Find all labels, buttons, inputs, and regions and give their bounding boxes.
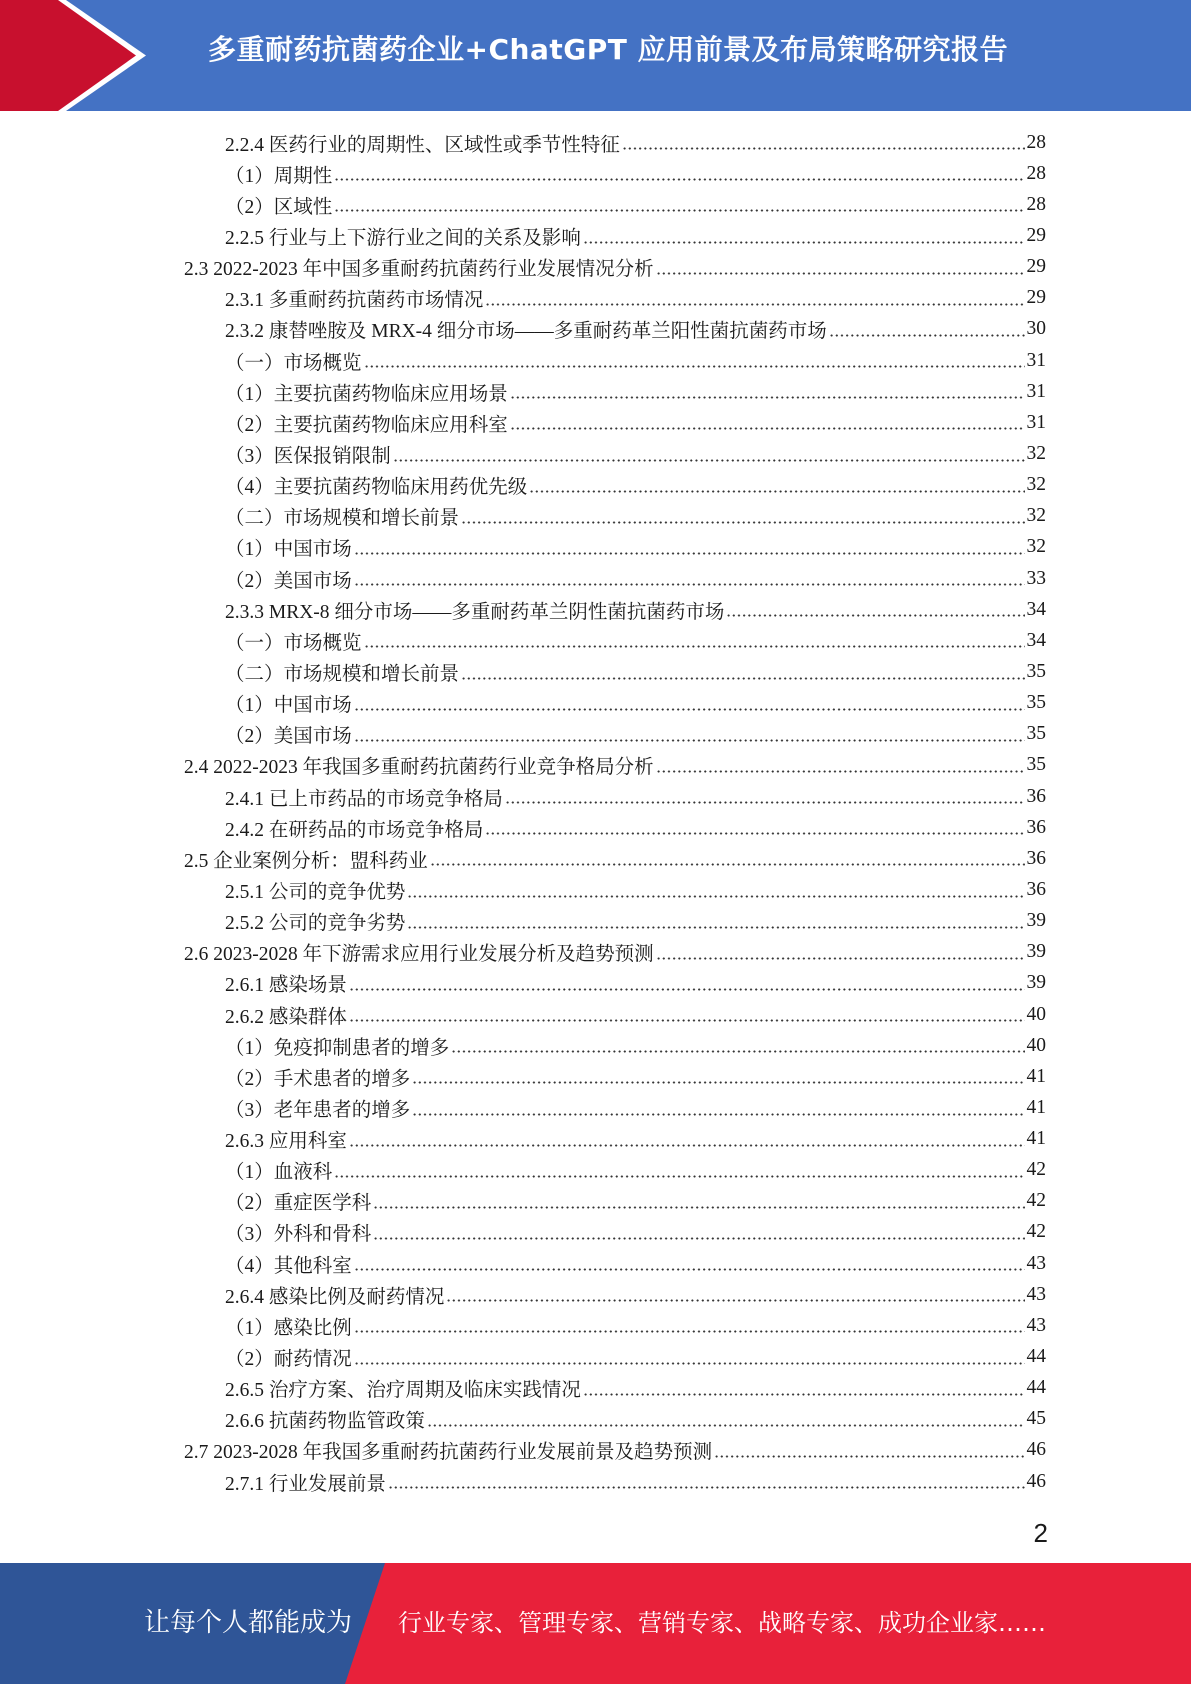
- toc-dot-leader: [510, 427, 1025, 430]
- toc-entry-label: （3）医保报销限制: [225, 445, 391, 467]
- toc-entry-label: （3）老年患者的增多: [225, 1099, 411, 1121]
- toc-dot-leader: [373, 1237, 1024, 1240]
- toc-entry[interactable]: [0, 1248, 1191, 1279]
- toc-entry-page-number: 40: [1026, 1034, 1046, 1056]
- toc-entry-label: （4）其他科室: [225, 1255, 352, 1277]
- toc-entry-label: 2.3.3 MRX-8 细分市场——多重耐药革兰阴性菌抗菌药市场: [225, 601, 725, 623]
- toc-entry[interactable]: [0, 1092, 1191, 1123]
- header-arrow-decoration: [0, 0, 160, 111]
- toc-entry-page-number: 46: [1026, 1439, 1046, 1461]
- toc-entry-label: 2.5 企业案例分析：盟科药业: [184, 850, 428, 872]
- toc-dot-leader: [714, 1455, 1024, 1458]
- toc-dot-leader: [446, 1299, 1024, 1302]
- toc-entry-label: （2）美国市场: [225, 726, 352, 748]
- toc-dot-leader: [451, 1050, 1024, 1053]
- toc-entry[interactable]: [0, 688, 1191, 719]
- toc-dot-leader: [354, 1330, 1025, 1333]
- toc-entry[interactable]: [0, 345, 1191, 376]
- toc-entry[interactable]: [0, 1030, 1191, 1061]
- toc-dot-leader: [334, 178, 1024, 181]
- toc-entry-label: （一）市场概览: [225, 352, 362, 374]
- toc-entry[interactable]: [0, 1155, 1191, 1186]
- toc-entry-page-number: 40: [1026, 1003, 1046, 1025]
- footer-slogan-right: 行业专家、管理专家、营销专家、战略专家、成功企业家……: [398, 1609, 1046, 1637]
- toc-dot-leader: [388, 1486, 1025, 1489]
- toc-entry-page-number: 44: [1026, 1377, 1046, 1399]
- toc-entry-label: 2.6.3 应用科室: [225, 1131, 347, 1153]
- toc-dot-leader: [349, 988, 1025, 991]
- toc-entry-label: （1）主要抗菌药物临床应用场景: [225, 383, 508, 405]
- toc-entry[interactable]: [0, 812, 1191, 843]
- toc-entry-page-number: 31: [1026, 380, 1046, 402]
- toc-dot-leader: [354, 739, 1025, 742]
- toc-dot-leader: [427, 1424, 1025, 1427]
- toc-entry-label: （1）免疫抑制患者的增多: [225, 1037, 450, 1059]
- toc-entry-label: （2）区域性: [225, 196, 333, 218]
- toc-entry-label: 2.6.4 感染比例及耐药情况: [225, 1286, 445, 1308]
- toc-entry-label: 2.5.2 公司的竞争劣势: [225, 913, 406, 935]
- toc-entry-label: （2）手术患者的增多: [225, 1068, 411, 1090]
- toc-entry-page-number: 42: [1026, 1221, 1046, 1243]
- toc-entry-page-number: 33: [1026, 567, 1046, 589]
- toc-entry-label: 2.6.6 抗菌药物监管政策: [225, 1411, 425, 1433]
- toc-entry-label: 2.7 2023-2028 年我国多重耐药抗菌药行业发展前景及趋势预测: [184, 1442, 713, 1464]
- toc-entry[interactable]: [0, 750, 1191, 781]
- toc-entry[interactable]: [0, 1373, 1191, 1404]
- toc-entry-page-number: 32: [1026, 505, 1046, 527]
- toc-entry-label: 2.5.1 公司的竞争优势: [225, 881, 406, 903]
- toc-entry-label: 2.4 2022-2023 年我国多重耐药抗菌药行业竞争格局分析: [184, 757, 654, 779]
- toc-entry-page-number: 31: [1026, 411, 1046, 433]
- toc-dot-leader: [393, 459, 1025, 462]
- toc-entry-page-number: 44: [1026, 1346, 1046, 1368]
- toc-entry[interactable]: [0, 906, 1191, 937]
- page-number: 2: [1033, 1518, 1048, 1548]
- toc-dot-leader: [412, 1081, 1024, 1084]
- table-of-contents: [0, 127, 1191, 1497]
- toc-dot-leader: [354, 1362, 1025, 1365]
- toc-entry[interactable]: [0, 937, 1191, 968]
- toc-entry[interactable]: [0, 656, 1191, 687]
- toc-entry[interactable]: [0, 781, 1191, 812]
- report-title: 多重耐药抗菌药企业+ChatGPT 应用前景及布局策略研究报告: [208, 33, 1009, 66]
- toc-dot-leader: [461, 521, 1024, 524]
- toc-entry-label: （3）外科和骨科: [225, 1224, 372, 1246]
- toc-entry-page-number: 30: [1026, 318, 1046, 340]
- toc-entry-label: 2.6.5 治疗方案、治疗周期及临床实践情况: [225, 1380, 581, 1402]
- toc-entry-page-number: 46: [1026, 1470, 1046, 1492]
- toc-entry-page-number: 29: [1026, 256, 1046, 278]
- toc-dot-leader: [622, 147, 1025, 150]
- toc-entry[interactable]: [0, 1279, 1191, 1310]
- toc-entry-label: 2.6 2023-2028 年下游需求应用行业发展分析及趋势预测: [184, 944, 654, 966]
- toc-entry[interactable]: [0, 1404, 1191, 1435]
- report-footer: [0, 1563, 1191, 1684]
- toc-entry-page-number: 36: [1026, 785, 1046, 807]
- toc-dot-leader: [364, 645, 1025, 648]
- toc-entry[interactable]: [0, 1466, 1191, 1497]
- toc-dot-leader: [529, 490, 1024, 493]
- toc-entry-page-number: 35: [1026, 692, 1046, 714]
- toc-entry-page-number: 41: [1026, 1065, 1046, 1087]
- toc-entry[interactable]: [0, 1061, 1191, 1092]
- toc-entry-label: 2.7.1 行业发展前景: [225, 1473, 386, 1495]
- toc-entry-page-number: 41: [1026, 1128, 1046, 1150]
- toc-entry[interactable]: [0, 220, 1191, 251]
- toc-entry[interactable]: [0, 532, 1191, 563]
- toc-entry-page-number: 29: [1026, 224, 1046, 246]
- toc-entry[interactable]: [0, 719, 1191, 750]
- toc-entry[interactable]: [0, 625, 1191, 656]
- toc-entry-label: （2）耐药情况: [225, 1349, 352, 1371]
- toc-entry-page-number: 28: [1026, 193, 1046, 215]
- toc-entry-page-number: 39: [1026, 972, 1046, 994]
- toc-dot-leader: [364, 365, 1025, 368]
- toc-entry-label: （1）周期性: [225, 165, 333, 187]
- toc-dot-leader: [829, 334, 1025, 337]
- toc-entry[interactable]: [0, 999, 1191, 1030]
- toc-entry-page-number: 34: [1026, 629, 1046, 651]
- toc-dot-leader: [461, 677, 1024, 680]
- toc-entry-label: 2.3.2 康替唑胺及 MRX-4 细分市场——多重耐药革兰阳性菌抗菌药市场: [225, 321, 827, 343]
- toc-dot-leader: [349, 1019, 1025, 1022]
- toc-entry-label: （1）感染比例: [225, 1317, 352, 1339]
- toc-entry-label: （4）主要抗菌药物临床用药优先级: [225, 477, 528, 499]
- toc-entry[interactable]: [0, 1435, 1191, 1466]
- toc-dot-leader: [349, 1144, 1025, 1147]
- toc-entry-page-number: 28: [1026, 162, 1046, 184]
- toc-entry[interactable]: [0, 189, 1191, 220]
- toc-entry-page-number: 43: [1026, 1314, 1046, 1336]
- toc-entry-page-number: 35: [1026, 660, 1046, 682]
- toc-dot-leader: [354, 708, 1025, 711]
- toc-entry-page-number: 39: [1026, 941, 1046, 963]
- toc-entry-page-number: 45: [1026, 1408, 1046, 1430]
- toc-entry-label: （2）重症医学科: [225, 1193, 372, 1215]
- toc-entry-page-number: 43: [1026, 1252, 1046, 1274]
- toc-entry-page-number: 28: [1026, 131, 1046, 153]
- toc-entry-label: 2.2.5 行业与上下游行业之间的关系及影响: [225, 227, 581, 249]
- toc-entry-label: 2.3.1 多重耐药抗菌药市场情况: [225, 290, 484, 312]
- toc-entry[interactable]: [0, 376, 1191, 407]
- report-header: [0, 0, 1191, 111]
- toc-entry-label: （一）市场概览: [225, 632, 362, 654]
- toc-entry-label: （1）中国市场: [225, 539, 352, 561]
- toc-entry[interactable]: [0, 1341, 1191, 1372]
- toc-entry[interactable]: [0, 407, 1191, 438]
- toc-dot-leader: [373, 1206, 1024, 1209]
- toc-entry-page-number: 36: [1026, 878, 1046, 900]
- toc-entry-page-number: 36: [1026, 816, 1046, 838]
- toc-entry-page-number: 32: [1026, 442, 1046, 464]
- toc-entry-label: 2.3 2022-2023 年中国多重耐药抗菌药行业发展情况分析: [184, 259, 654, 281]
- toc-entry-label: 2.6.1 感染场景: [225, 975, 347, 997]
- toc-dot-leader: [334, 209, 1024, 212]
- toc-entry-page-number: 42: [1026, 1190, 1046, 1212]
- toc-entry[interactable]: [0, 283, 1191, 314]
- toc-entry[interactable]: [0, 1124, 1191, 1155]
- toc-dot-leader: [412, 1113, 1024, 1116]
- toc-dot-leader: [354, 552, 1025, 555]
- toc-entry-page-number: 42: [1026, 1159, 1046, 1181]
- toc-dot-leader: [354, 583, 1025, 586]
- toc-dot-leader: [430, 863, 1025, 866]
- toc-entry-page-number: 41: [1026, 1096, 1046, 1118]
- toc-entry-page-number: 32: [1026, 474, 1046, 496]
- toc-entry[interactable]: [0, 1186, 1191, 1217]
- toc-entry[interactable]: [0, 501, 1191, 532]
- toc-dot-leader: [485, 832, 1024, 835]
- toc-entry-label: （2）主要抗菌药物临床应用科室: [225, 414, 508, 436]
- toc-entry[interactable]: [0, 314, 1191, 345]
- toc-entry-page-number: 31: [1026, 349, 1046, 371]
- toc-dot-leader: [354, 1268, 1025, 1271]
- toc-entry-label: 2.4.2 在研药品的市场竞争格局: [225, 819, 484, 841]
- toc-entry-label: （二）市场规模和增长前景: [225, 508, 460, 530]
- toc-entry[interactable]: [0, 127, 1191, 158]
- toc-entry-page-number: 39: [1026, 910, 1046, 932]
- toc-entry[interactable]: [0, 843, 1191, 874]
- toc-entry[interactable]: [0, 158, 1191, 189]
- toc-dot-leader: [334, 1175, 1024, 1178]
- toc-entry-label: （2）美国市场: [225, 570, 352, 592]
- toc-dot-leader: [485, 303, 1024, 306]
- toc-dot-leader: [656, 770, 1025, 773]
- toc-entry[interactable]: [0, 968, 1191, 999]
- toc-entry[interactable]: [0, 1310, 1191, 1341]
- toc-dot-leader: [407, 895, 1024, 898]
- toc-entry-label: （1）血液科: [225, 1162, 333, 1184]
- toc-entry-page-number: 35: [1026, 723, 1046, 745]
- footer-slogan-left: 让每个人都能成为: [144, 1608, 353, 1638]
- toc-entry[interactable]: [0, 252, 1191, 283]
- toc-dot-leader: [505, 801, 1025, 804]
- toc-entry-page-number: 32: [1026, 536, 1046, 558]
- toc-entry-label: 2.2.4 医药行业的周期性、区域性或季节性特征: [225, 134, 620, 156]
- toc-entry-label: 2.4.1 已上市药品的市场竞争格局: [225, 788, 503, 810]
- toc-entry-page-number: 43: [1026, 1283, 1046, 1305]
- toc-dot-leader: [583, 241, 1025, 244]
- toc-dot-leader: [656, 957, 1025, 960]
- toc-entry-page-number: 36: [1026, 847, 1046, 869]
- toc-entry[interactable]: [0, 594, 1191, 625]
- toc-entry[interactable]: [0, 470, 1191, 501]
- toc-entry[interactable]: [0, 563, 1191, 594]
- toc-dot-leader: [583, 1393, 1025, 1396]
- toc-entry[interactable]: [0, 438, 1191, 469]
- toc-entry-page-number: 34: [1026, 598, 1046, 620]
- toc-entry-page-number: 29: [1026, 287, 1046, 309]
- toc-entry-page-number: 35: [1026, 754, 1046, 776]
- toc-dot-leader: [726, 614, 1024, 617]
- toc-entry[interactable]: [0, 1217, 1191, 1248]
- toc-entry-label: 2.6.2 感染群体: [225, 1006, 347, 1028]
- toc-dot-leader: [656, 272, 1025, 275]
- toc-entry-label: （二）市场规模和增长前景: [225, 663, 460, 685]
- toc-entry-label: （1）中国市场: [225, 695, 352, 717]
- toc-entry[interactable]: [0, 874, 1191, 905]
- toc-dot-leader: [407, 926, 1024, 929]
- toc-dot-leader: [510, 396, 1025, 399]
